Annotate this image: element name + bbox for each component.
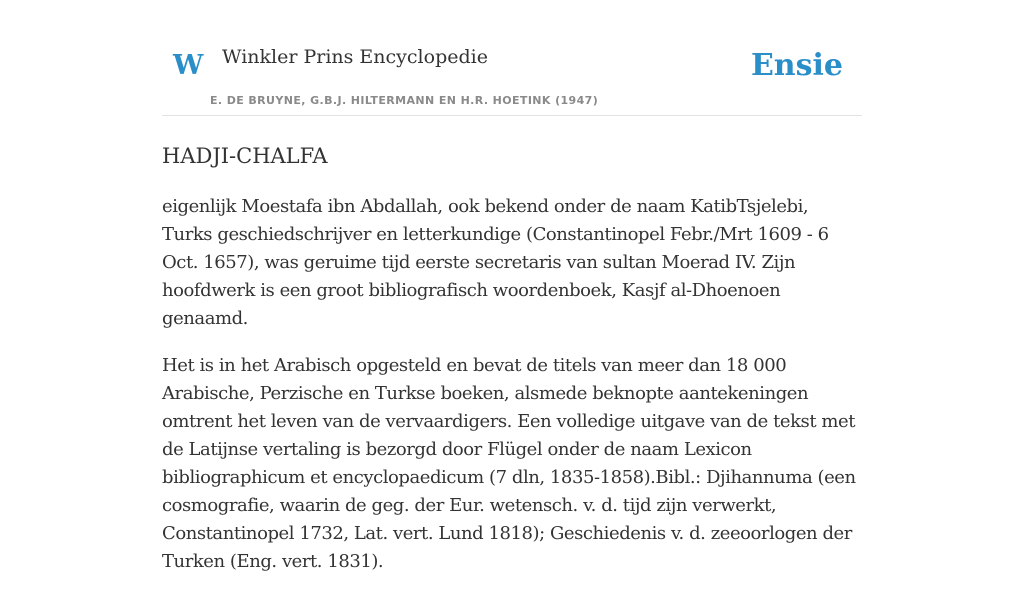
page-container bbox=[162, 0, 862, 595]
publication-title[interactable]: Winkler Prins Encyclopedie bbox=[222, 46, 488, 68]
article-body bbox=[162, 193, 862, 576]
publication-authors: E. DE BRUYNE, G.B.J. HILTERMANN EN H.R. HOETINK (1947) bbox=[210, 94, 599, 107]
article-paragraph-2: Het is in het Arabisch opgesteld en bevat de titels van meer dan 18 000 Arabische, Perzische en Turkse boeken, alsmede beknopte aantekeningen omtrent het leven van de vervaardigers. Een volledige uitgave van de tekst met de Latijnse vertaling is bezorgd door Flügel onder de naam Lexicon bibliographicum et encyclopaedicum (7 dln, 1835-1858).Bibl.: Djihannuma (een cosmografie, waarin de geg. der Eur. wetensch. v. d. tijd zijn verwerkt, Constantinopel 1732, Lat. vert. Lund 1818); Geschiedenis v. d. zeeoorlogen der Turken (Eng. vert. 1831). bbox=[162, 355, 856, 572]
site-header bbox=[162, 0, 862, 116]
ensie-logo[interactable]: Ensie bbox=[750, 48, 843, 83]
winkler-prins-logo[interactable]: W bbox=[173, 50, 204, 81]
article-title: HADJI-CHALFA bbox=[162, 144, 328, 168]
article-paragraph-1: eigenlijk Moestafa ibn Abdallah, ook bekend onder de naam KatibTsjelebi, Turks geschiedschrijver en letterkundige (Constantinopel Febr./Mrt 1609 - 6 Oct. 1657), was geruime tijd eerste secretaris van sultan Moerad IV. Zijn hoofdwerk is een groot bibliografisch woordenboek, Kasjf al-Dhoenoen genaamd. bbox=[162, 196, 829, 329]
